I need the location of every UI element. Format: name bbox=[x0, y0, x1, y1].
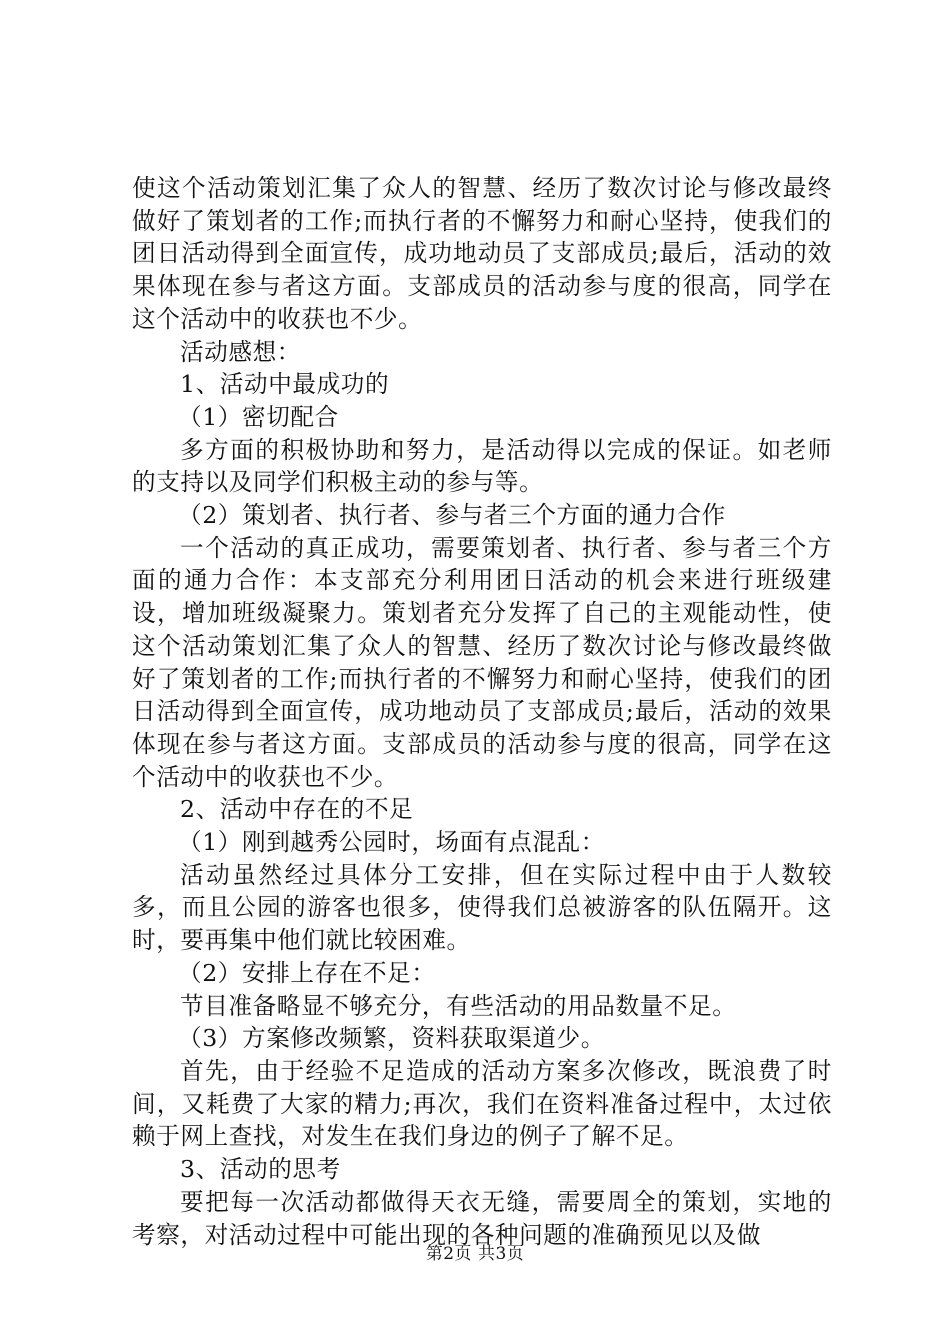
paragraph: 活动虽然经过具体分工安排，但在实际过程中由于人数较多，而且公园的游客也很多，使得我们总被游客的队伍隔开。这时，要再集中他们就比较困难。 bbox=[132, 860, 832, 955]
section-heading: 1、活动中最成功的 bbox=[180, 370, 390, 399]
subsection-heading: （1）密切配合 bbox=[178, 402, 339, 431]
paragraph: 使这个活动策划汇集了众人的智慧、经历了数次讨论与修改最终做好了策划者的工作;而执行者的不懈努力和耐心坚持，使我们的团日活动得到全面宣传，成功地动员了支部成员;最后，活动的效果体现在参与者这方面。支部成员的活动参与度的很高，同学在这个活动中的收获也不少。 bbox=[132, 174, 832, 333]
subsection-heading: （3）方案修改频繁，资料获取渠道少。 bbox=[178, 1024, 605, 1053]
subsection-heading: （2）策划者、执行者、参与者三个方面的通力合作 bbox=[178, 501, 726, 530]
paragraph: 活动感想： bbox=[180, 337, 301, 366]
section-heading: 2、活动中存在的不足 bbox=[180, 795, 414, 824]
paragraph: 要把每一次活动都做得天衣无缝，需要周全的策划，实地的考察，对活动过程中可能出现的各种问题的准确预见以及做 bbox=[132, 1187, 832, 1249]
page-number-footer: 第2页 共3页 bbox=[425, 1244, 525, 1264]
document-body bbox=[132, 172, 832, 1251]
paragraph: 多方面的积极协助和努力，是活动得以完成的保证。如老师的支持以及同学们积极主动的参与等。 bbox=[132, 435, 832, 497]
paragraph: 首先，由于经验不足造成的活动方案多次修改，既浪费了时间，又耗费了大家的精力;再次，我们在资料准备过程中，太过依赖于网上查找，对发生在我们身边的例子了解不足。 bbox=[132, 1056, 832, 1151]
subsection-heading: （2）安排上存在不足： bbox=[178, 958, 436, 987]
subsection-heading: （1）刚到越秀公园时，场面有点混乱： bbox=[178, 828, 605, 857]
paragraph: 一个活动的真正成功，需要策划者、执行者、参与者三个方面的通力合作：本支部充分利用团日活动的机会来进行班级建设，增加班级凝聚力。策划者充分发挥了自己的主观能动性，使这个活动策划汇集了众人的智慧、经历了数次讨论与修改最终做好了策划者的工作;而执行者的不懈努力和耐心坚持，使我们的团日活动得到全面宣传，成功地动员了支部成员;最后，活动的效果体现在参与者这方面。支部成员的活动参与度的很高，同学在这个活动中的收获也不少。 bbox=[132, 533, 832, 791]
section-heading: 3、活动的思考 bbox=[180, 1155, 341, 1184]
paragraph: 节目准备略显不够充分，有些活动的用品数量不足。 bbox=[180, 991, 737, 1020]
